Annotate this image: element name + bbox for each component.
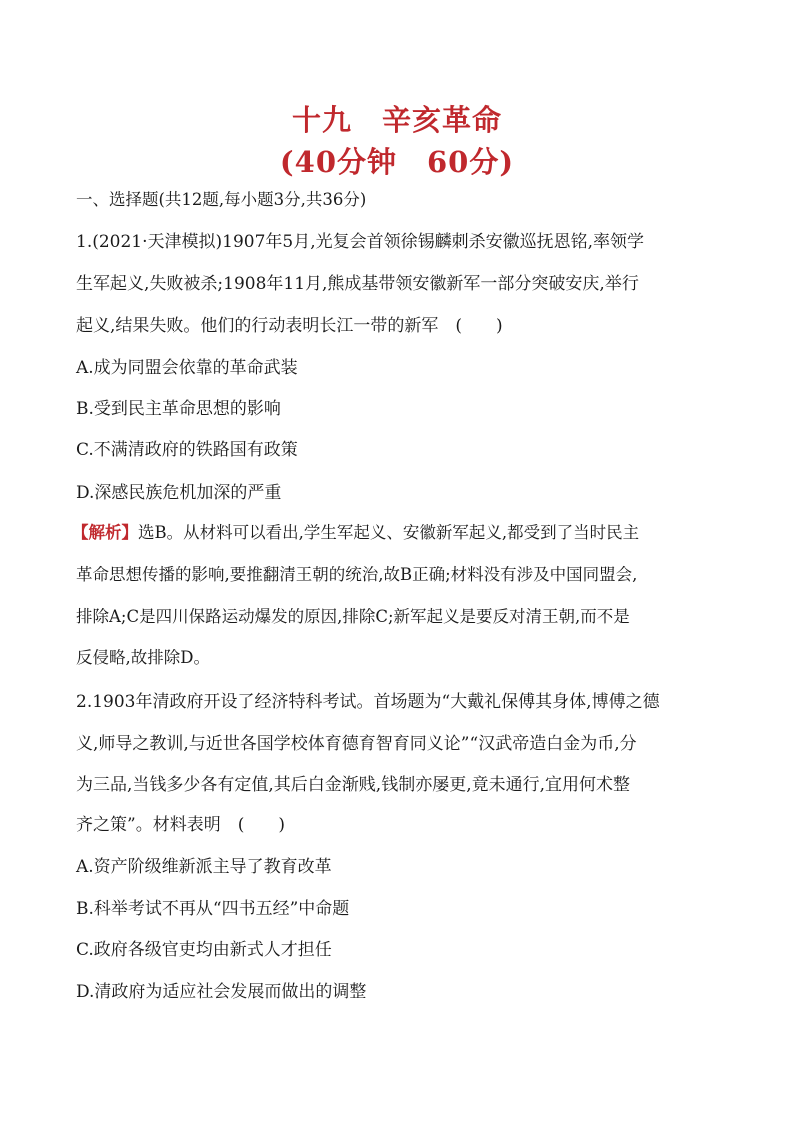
q1-option-a: A.成为同盟会依靠的革命武装	[76, 358, 298, 378]
q2-stem-line-3: 为三品,当钱多少各有定值,其后白金渐贱,钱制亦屡更,竟未通行,宜用何术整	[76, 775, 631, 795]
analysis-label: 【解析】	[72, 523, 138, 542]
q2-option-a: A.资产阶级维新派主导了教育改革	[76, 857, 332, 877]
q1-analysis-line-3: 排除A;C是四川保路运动爆发的原因,排除C;新军起义是要反对清王朝,而不是	[76, 607, 630, 626]
q1-analysis-line-4: 反侵略,故排除D。	[76, 648, 210, 667]
page-title: 十九 辛亥革命	[291, 103, 502, 137]
q1-stem-line-3: 起义,结果失败。他们的行动表明长江一带的新军 ( )	[76, 316, 503, 336]
q1-option-d: D.深感民族危机加深的严重	[76, 483, 282, 503]
section-heading: 一、选择题(共12题,每小题3分,共36分)	[76, 190, 367, 209]
q1-analysis-line-1	[72, 521, 639, 545]
q2-stem-line-1: 2.1903年清政府开设了经济特科考试。首场题为“大戴礼保傅其身体,博傅之德	[76, 692, 660, 712]
q1-option-c: C.不满清政府的铁路国有政策	[76, 440, 298, 460]
q1-stem-line-2: 生军起义,失败被杀;1908年11月,熊成基带领安徽新军一部分突破安庆,举行	[76, 274, 639, 294]
q2-option-b: B.科举考试不再从“四书五经”中命题	[76, 899, 350, 919]
page-subtitle: (40分钟 60分)	[279, 145, 515, 179]
q2-stem-line-4: 齐之策”。材料表明 ( )	[76, 815, 285, 835]
q2-option-d: D.清政府为适应社会发展而做出的调整	[76, 982, 367, 1002]
q2-stem-line-2: 义,师导之教训,与近世各国学校体育德育智育同义论”“汉武帝造白金为币,分	[76, 734, 637, 754]
q2-option-c: C.政府各级官吏均由新式人才担任	[76, 940, 332, 960]
q1-analysis-line-2: 革命思想传播的影响,要推翻清王朝的统治,故B正确;材料没有涉及中国同盟会,	[76, 565, 638, 584]
q1-stem-line-1: 1.(2021·天津模拟)1907年5月,光复会首领徐锡麟刺杀安徽巡抚恩铭,率领学	[76, 232, 645, 252]
q1-option-b: B.受到民主革命思想的影响	[76, 399, 281, 419]
q1-analysis-text-1: 选B。从材料可以看出,学生军起义、安徽新军起义,都受到了当时民主	[138, 523, 640, 542]
